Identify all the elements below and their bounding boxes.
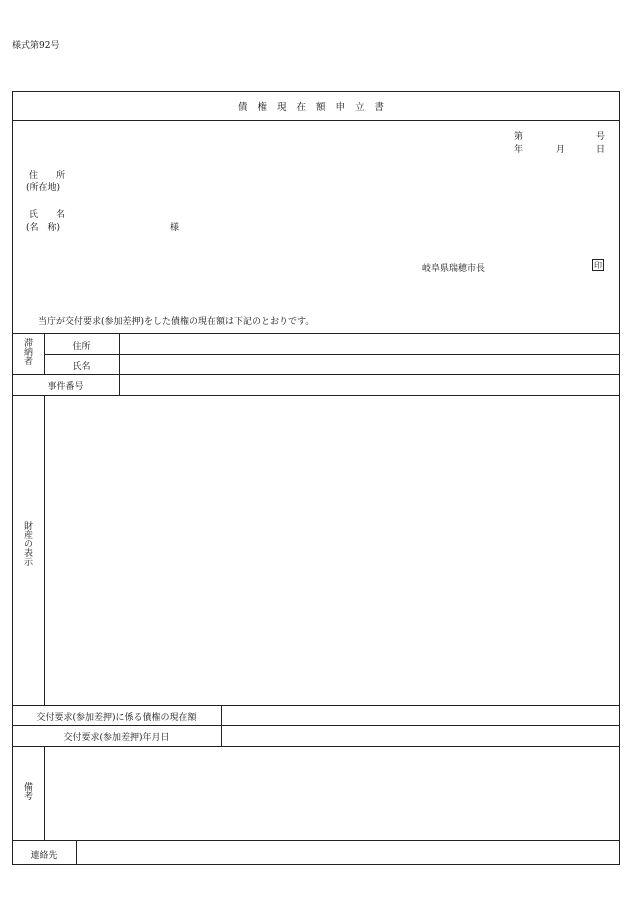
property-label: 財産の表示 <box>22 521 32 566</box>
issuer-name: 岐阜県瑞穂市長 <box>422 264 486 274</box>
statement-text: 当庁が交付要求(参加差押)をした債権の現在額は下記のとおりです。 <box>38 317 315 327</box>
delinquent-address-label: 住所 <box>72 342 91 352</box>
divider <box>76 840 77 865</box>
number-prefix: 第 <box>514 132 524 142</box>
location-label: (所在地) <box>26 183 61 193</box>
address-label: 住 所 <box>29 171 66 181</box>
organization-label: (名 称) <box>26 223 61 233</box>
form-number: 様式第92号 <box>12 41 60 51</box>
day-label: 日 <box>596 145 606 155</box>
divider <box>12 705 620 706</box>
delinquent-name-label: 氏名 <box>72 362 91 372</box>
year-label: 年 <box>514 145 524 155</box>
divider <box>12 374 620 375</box>
divider <box>44 746 45 840</box>
seal-mark <box>592 259 604 271</box>
form-title: 債権現在額申立書 <box>237 102 394 113</box>
divider <box>44 354 620 355</box>
number-suffix: 号 <box>596 132 606 142</box>
name-label: 氏 名 <box>29 210 66 220</box>
contact-label: 連絡先 <box>30 851 58 861</box>
divider <box>119 333 120 395</box>
remarks-label: 備考 <box>22 782 32 800</box>
divider <box>12 333 620 334</box>
case-number-label: 事件番号 <box>47 382 84 392</box>
divider <box>12 120 620 121</box>
delinquent-label: 滞納者 <box>22 338 32 365</box>
divider <box>12 395 620 396</box>
form-frame <box>12 91 620 865</box>
divider <box>12 746 620 747</box>
divider <box>12 840 620 841</box>
current-amount-label: 交付要求(参加差押)に係る債権の現在額 <box>36 713 197 723</box>
month-label: 月 <box>556 145 566 155</box>
divider <box>44 395 45 705</box>
honorific: 様 <box>170 223 180 233</box>
divider <box>12 725 620 726</box>
request-date-label: 交付要求(参加差押)年月日 <box>63 733 170 743</box>
seal-text: 印 <box>594 260 602 270</box>
